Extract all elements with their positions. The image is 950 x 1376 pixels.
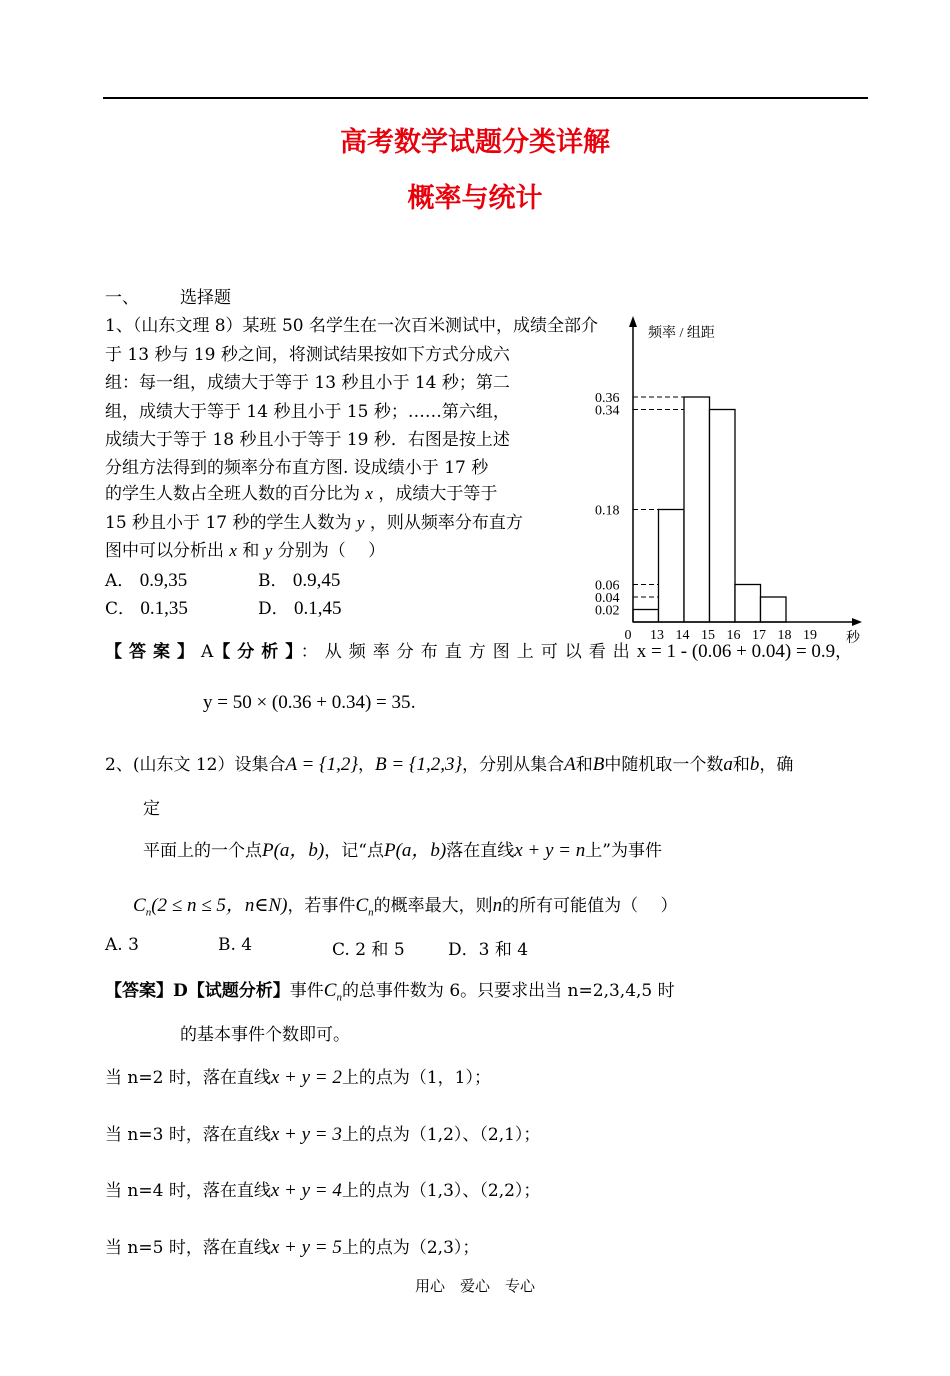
y-tick-label: 0.18: [595, 503, 620, 519]
q1-formula-y: y = 50 × (0.36 + 0.34) = 35.: [203, 692, 416, 713]
case-n2: 当 n=2 时，落在直线x + y = 2上的点为（1，1）；: [105, 1067, 491, 1088]
q1-line-8: 15 秒且小于 17 秒的学生人数为 y ，则从频率分布直方: [105, 513, 523, 533]
q1-line-6: 分组方法得到的频率分布直方图. 设成绩小于 17 秒: [105, 458, 489, 478]
q2-option-c: C. 2 和 5: [332, 940, 405, 960]
histogram-bar: [735, 585, 761, 623]
q1-option-a: A． 0.9,35: [105, 570, 188, 591]
q2-line-4: $C_n(2 \le n \le 5$，n∈N)，若事件$C_n$的概率最大，则n的所有可能值为（ ）: [133, 895, 678, 919]
y-tick-label: 0.36: [595, 391, 620, 406]
case-n5: 当 n=5 时，落在直线x + y = 5上的点为（2,3）；: [105, 1237, 480, 1258]
histogram-chart: [590, 300, 880, 650]
q2-analysis-2: 的基本事件个数即可。: [180, 1025, 350, 1045]
histogram-bar: [761, 597, 787, 622]
q1-line-9: 图中可以分析出 x 和 y 分别为（ ）: [105, 541, 386, 561]
y-tick-label: 0.06: [595, 578, 620, 594]
q1-line-7: 的学生人数占全班人数的百分比为 x ，成绩大于等于: [105, 484, 498, 504]
q1-line-1: 1、（山东文理 8）某班 50 名学生在一次百米测试中，成绩全部介: [105, 316, 598, 336]
y-tick-label: 0.02: [595, 603, 620, 619]
answer-tag: 【答案】: [105, 642, 201, 662]
q1-option-b: B． 0.9,45: [258, 570, 341, 591]
section-label: 选择题: [180, 288, 231, 308]
histogram-bar: [684, 397, 710, 622]
histogram-bar: [633, 610, 659, 623]
q1-answer: 【答案】A【分析】：从频率分布直方图上可以看出x = 1 - (0.06 + 0.04) = 0.9，: [105, 641, 853, 662]
section-number: 一、: [105, 288, 139, 308]
q1-line-5: 成绩大于等于 18 秒且小于等于 19 秒．右图是按上述: [105, 430, 510, 450]
x-axis-arrow: [852, 618, 862, 626]
y-axis-label: 频率 / 组距: [648, 326, 715, 341]
case-n4: 当 n=4 时，落在直线x + y = 4上的点为（1,3）、（2,2）；: [105, 1180, 541, 1201]
q2-line-3: 平面上的一个点P(a，b)，记“点P(a，b)落在直线x + y = n上”为事件: [143, 840, 662, 861]
doc-subtitle: 概率与统计: [407, 183, 543, 214]
histogram-bar: [659, 510, 685, 623]
analysis-tag: 【分析】: [213, 642, 301, 662]
y-tick-label: 0.34: [595, 403, 620, 419]
histogram-bar: [710, 410, 736, 623]
y-tick-label: 0.04: [595, 591, 620, 606]
formula-x: x = 1 - (0.06 + 0.04) = 0.9: [636, 641, 836, 662]
x-tick-label: 14: [675, 628, 690, 643]
q2-answer: 【答案】D【试题分析】事件$C_n$的总事件数为 6。只要求出当 n=2,3,4,5 时: [105, 980, 675, 1004]
origin-label: 0: [624, 628, 632, 643]
q2-line-2: 定: [143, 799, 160, 819]
q1-line-4: 组，成绩大于等于 14 秒且小于 15 秒；……第六组，: [105, 402, 510, 422]
q2-line-1: 2、(山东文 12）设集合A = {1,2}，B = {1,2,3}，分别从集合A和B中随机取一个数a和b，确: [105, 754, 794, 775]
q2-option-a: A. 3: [105, 935, 139, 955]
q2-option-b: B. 4: [218, 935, 253, 955]
x-tick-label: 19: [803, 628, 817, 643]
x-axis-label: 秒: [846, 631, 860, 646]
var-y: y: [356, 513, 365, 532]
q1-line-3: 组：每一组，成绩大于等于 13 秒且小于 14 秒；第二: [105, 373, 510, 393]
q1-line-2: 于 13 秒与 19 秒之间，将测试结果按如下方式分成六: [105, 345, 510, 365]
q2-option-d: D．3 和 4: [448, 940, 529, 960]
q1-option-c: C． 0.1,35: [105, 598, 188, 619]
x-tick-label: 18: [777, 628, 792, 643]
top-rule: [103, 97, 868, 99]
page-footer: 用心 爱心 专心: [414, 1277, 535, 1295]
x-tick-label: 13: [650, 628, 664, 643]
x-tick-label: 15: [701, 628, 715, 643]
var-x: x: [365, 484, 373, 503]
y-axis-arrow: [629, 316, 637, 327]
q1-option-d: D． 0.1,45: [258, 598, 342, 619]
doc-title: 高考数学试题分类详解: [340, 127, 610, 158]
case-n3: 当 n=3 时，落在直线x + y = 3上的点为（1,2）、（2,1）；: [105, 1124, 541, 1145]
x-tick-label: 17: [752, 628, 766, 643]
x-tick-label: 16: [726, 628, 741, 643]
